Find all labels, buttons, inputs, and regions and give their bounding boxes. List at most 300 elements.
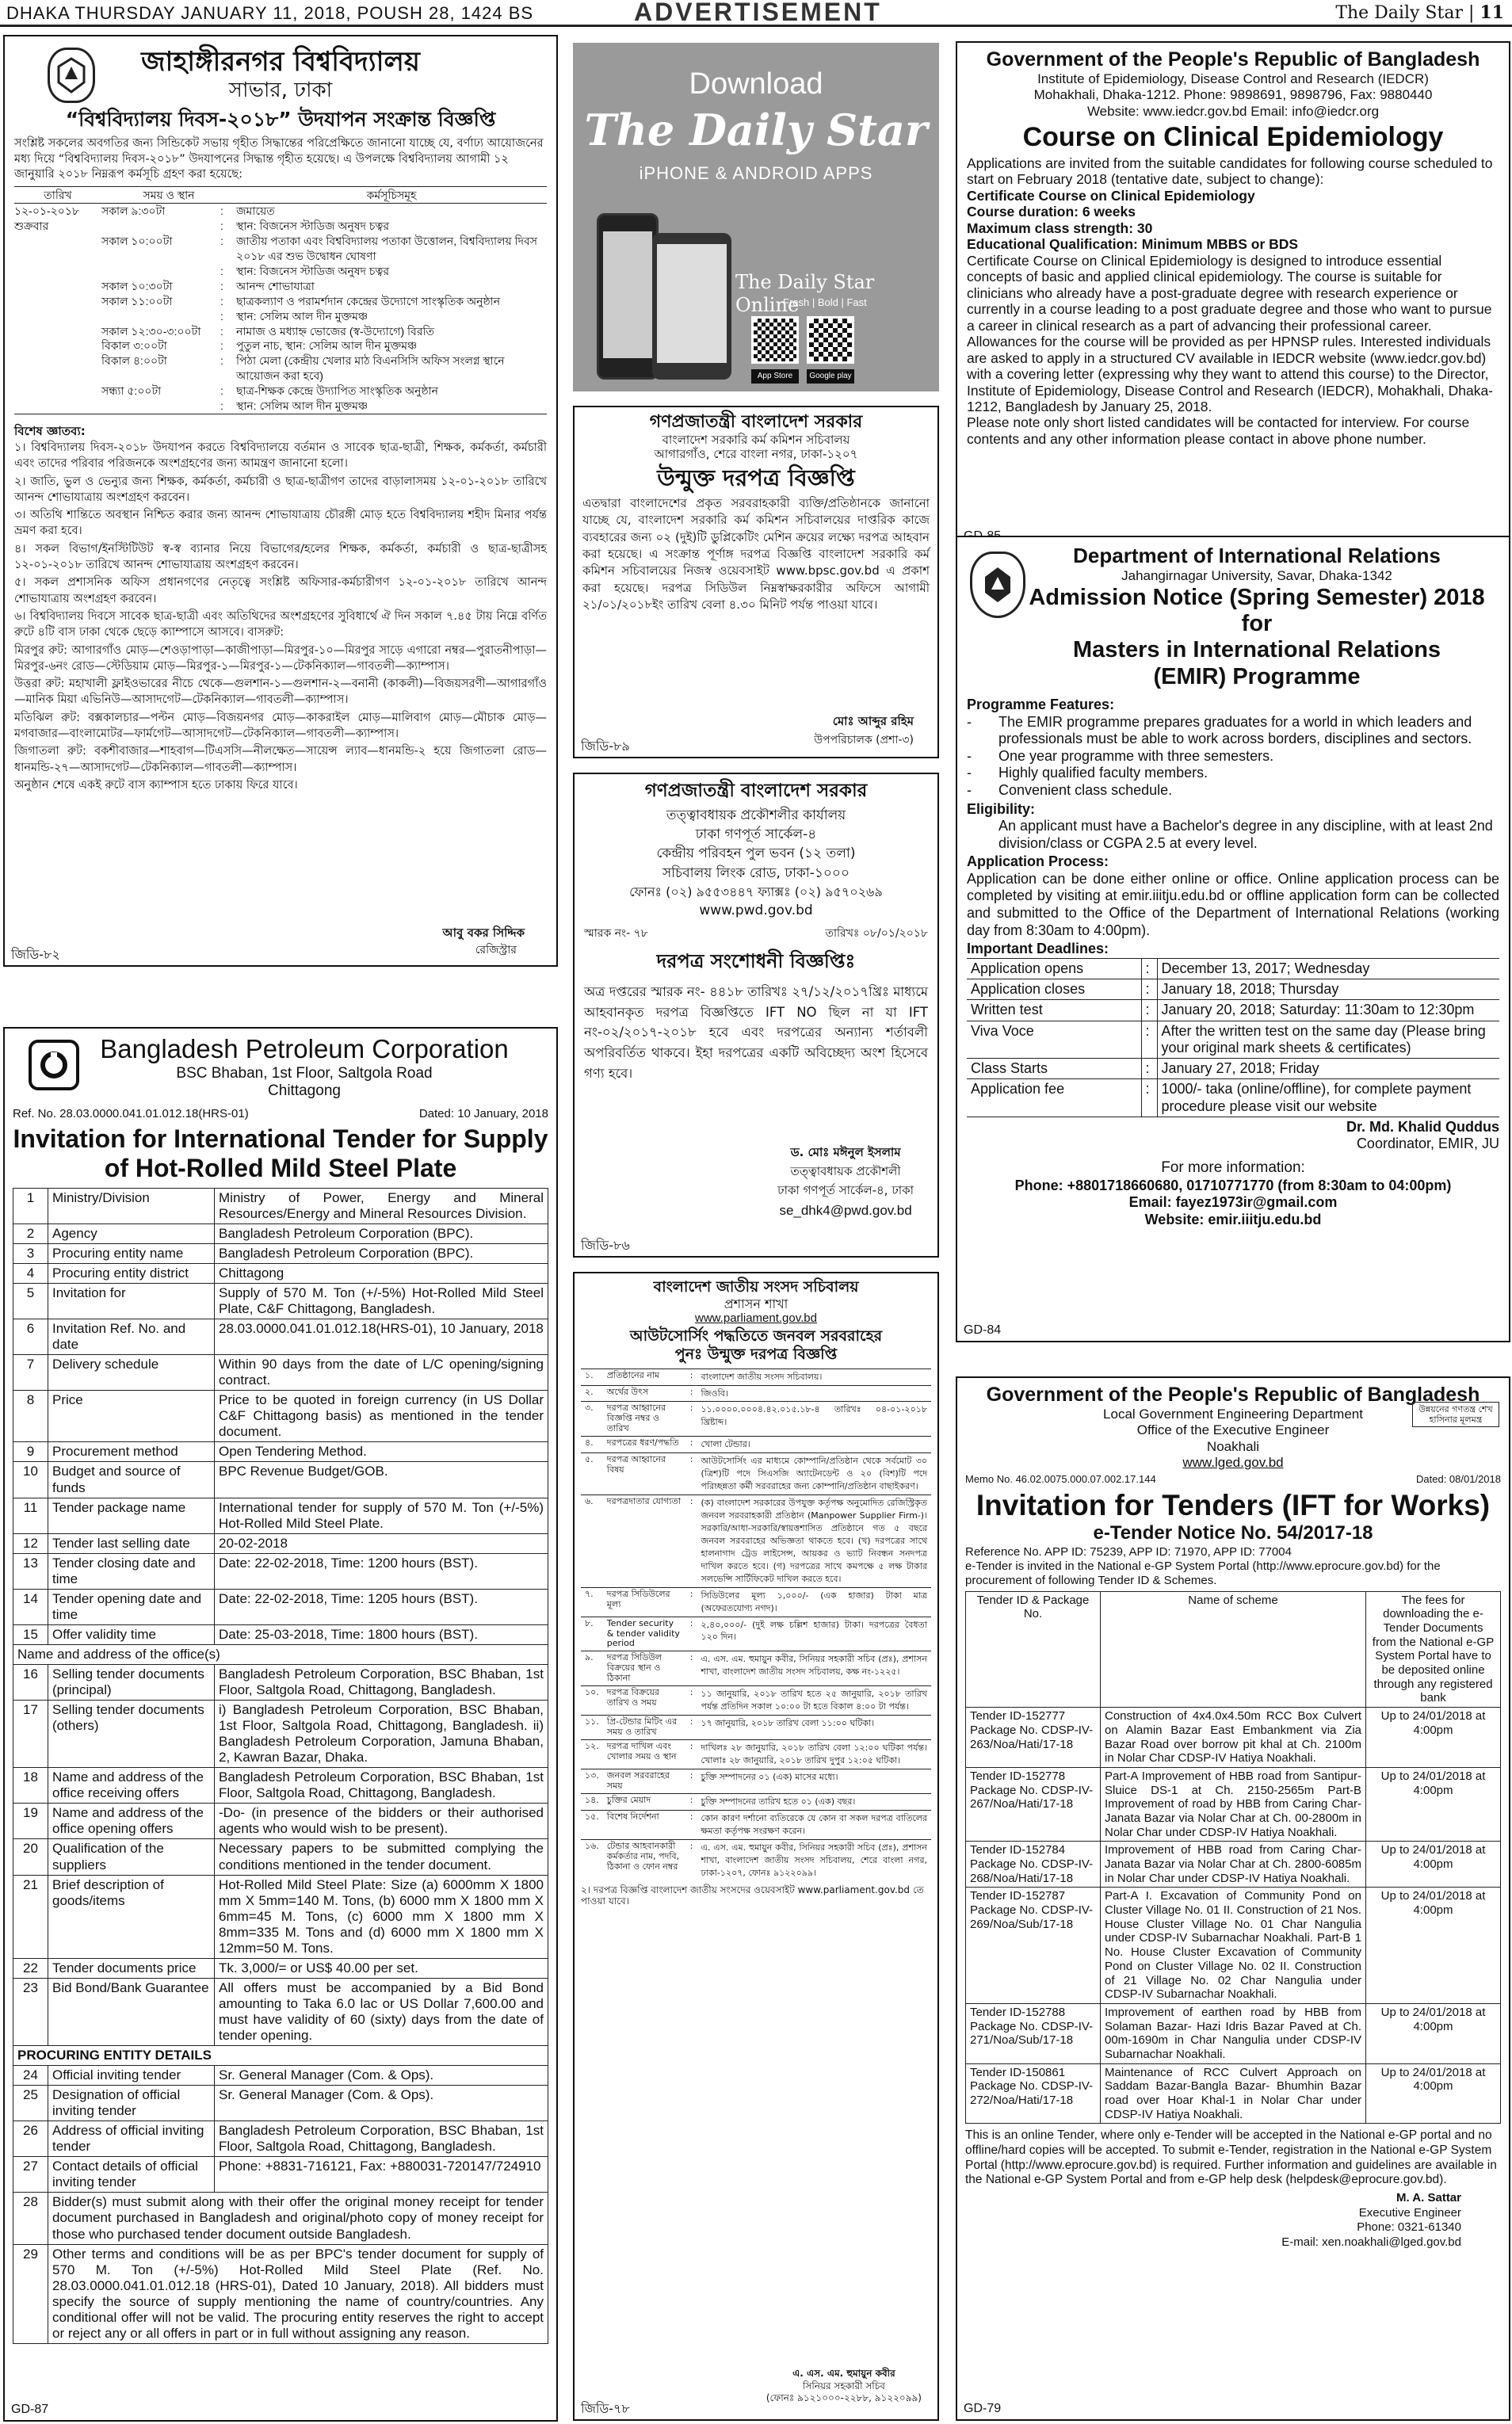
table-row — [581, 1793, 931, 1810]
schedule-item: জমায়েত — [236, 204, 275, 218]
bullet-dash: - — [967, 781, 972, 798]
schedule-colon: : — [220, 219, 223, 233]
parl-row-value: ২,৪০,০০০/- (দুই লক্ষ চল্লিশ হাজার) টাকা। দরপত্রের বৈধতা ১২০ দিন। — [697, 1617, 931, 1651]
schedule-colon: : — [220, 265, 223, 278]
table-row — [13, 1665, 548, 1701]
schedule-header — [14, 187, 547, 204]
parl-headline1: আউটসোর্সিং পদ্ধতিতে জনবল সরবরাহের — [629, 1327, 883, 1345]
lged-gov: Government of the People's Republic of Bangladesh — [986, 1384, 1480, 1406]
table-row — [581, 1810, 931, 1839]
bpsc-signatory: মোঃ আব্দুর রহিম — [832, 714, 914, 728]
parl-row-key: দরপত্রের ধরণ/পদ্ধতি — [603, 1437, 686, 1453]
table-row — [13, 2121, 548, 2157]
university-logo-icon — [970, 552, 1025, 618]
emir-elig-title: Eligibility: — [967, 800, 1036, 817]
bpc-table — [13, 1188, 548, 2344]
bpsc-body: এতদ্বারা বাংলাদেশের প্রকৃত সরবরাহকারী ব্যক্তি/প্রতিষ্ঠানকে জানানো যাচ্ছে যে, বাংলাদেশ সরকারি কর্ম কমিশন সচিবালয়ের দাপ্তরিক কাজে ব্যবহারের জন্য ০২ (দুই)টি ডুপ্লিকেটিং মেশিন ক্রয়ের লক্ষ্যে দরপত্র আহবান করা হয়েছে। এ সংক্রান্ত পূর্ণাঙ্গ দরপত্র বিজ্ঞপ্তি বাংলাদেশ সরকারি কর্ম কমিশন সচিবালয়ের নিজস্ব ওয়েবসাইট www.bpsc.gov.bd এ প্রকাশ করা হয়েছে। দরপত্র সিডিউল নিম্নস্বাক্ষরকারীর অফিসে আগামী ২১/০১/২০১৮ইং তারিখ বেলা ৪.৩০ মিনিট পর্যন্ত পাওয়া যাবে। — [582, 496, 930, 612]
parl-row-key: টেন্ডার আহবানকারী কর্মকর্তার নাম, পদবি, ঠিকানা ও ফোন নম্বর — [603, 1839, 686, 1880]
bpc-row-num: 27 — [13, 2157, 48, 2193]
table-row — [13, 1533, 548, 1553]
bpc-row-key: Invitation Ref. No. and date — [48, 1319, 215, 1355]
bpc-row-key: Invitation for — [48, 1284, 215, 1319]
schedule-col-header: কর্মসূচিসমূহ — [366, 188, 417, 201]
bpc-row-num: 20 — [13, 1839, 48, 1875]
section-title: ADVERTISEMENT — [634, 0, 882, 26]
lged-tender-id: Tender ID-152788 Package No. CDSP-IV-271/Noa/Sub/17-18 — [966, 2003, 1101, 2063]
bpc-row-num: 29 — [13, 2244, 48, 2343]
schedule-time — [101, 309, 220, 324]
bpc-row-value: Open Tendering Method. — [215, 1442, 548, 1462]
schedule-colon: : — [220, 354, 223, 368]
bullet-dash: - — [967, 713, 972, 730]
feature-item — [967, 748, 1499, 765]
lged-loc: Noakhali — [1206, 1438, 1260, 1454]
lged-email[interactable]: E-mail: xen.noakhali@lged.gov.bd — [1281, 2235, 1461, 2250]
table-row — [13, 1188, 548, 1223]
lged-website[interactable]: www.lged.gov.bd — [1182, 1455, 1284, 1471]
schedule-row — [14, 353, 547, 384]
bpc-row-key: Address of official inviting tender — [48, 2121, 215, 2157]
lged-fee: Up to 24/01/2018 at 4:00pm — [1366, 1842, 1501, 1888]
bpc-row-num: 10 — [13, 1462, 48, 1498]
parl-row-key: জনবল সরবরাহের সময় — [603, 1769, 686, 1794]
parl-row-key: প্রতিষ্ঠানের নাম — [603, 1369, 686, 1385]
deadline-colon: : — [1141, 1021, 1157, 1058]
lged-table — [965, 1591, 1501, 2124]
bpc-row-num: 4 — [13, 1263, 48, 1283]
table-row — [13, 2157, 548, 2193]
schedule-row — [14, 264, 547, 279]
parl-row-num: ১. — [581, 1369, 603, 1385]
bpc-row-key: Tender opening date and time — [48, 1589, 215, 1624]
bpc-row-key: Procuring entity name — [48, 1243, 215, 1263]
lged-fee: Up to 24/01/2018 at 4:00pm — [1366, 2003, 1501, 2063]
bpc-tender-ad — [3, 1027, 558, 2422]
ju-location: সাভার, ঢাকা — [228, 78, 333, 102]
table-row — [13, 1498, 548, 1533]
emir-signatory: Dr. Md. Khalid Quddus — [1346, 1118, 1499, 1135]
pwd-signatory: ড. মোঃ মঈনুল ইসলাম — [790, 1145, 901, 1159]
bpsc-code: জিডি-৮৯ — [581, 738, 630, 754]
schedule-item: স্থান: বিজনেস স্টাডিজ অনুষদ চত্বর — [236, 219, 390, 233]
bpc-row-value: 28.03.0000.041.01.012.18(HRS-01), 10 January, 2018 — [215, 1319, 548, 1355]
schedule-row — [14, 309, 547, 324]
schedule-date — [14, 264, 101, 279]
schedule-colon: : — [220, 279, 223, 292]
table-row — [581, 1453, 931, 1495]
pwd-l5: ফোনঃ (০২) ৯৫৫৩৪৪৭ ফ্যাক্সঃ (০২) ৯৫৭০২৬৯ — [629, 884, 883, 900]
table-row — [13, 2193, 548, 2244]
bpc-row-num: 9 — [13, 1442, 48, 1462]
lged-fee: Up to 24/01/2018 at 4:00pm — [1366, 2063, 1501, 2124]
bpc-row-key: Price — [48, 1391, 215, 1442]
table-row — [13, 1644, 548, 1664]
bpc-row-key: Official inviting tender — [48, 2066, 215, 2086]
schedule-row — [14, 324, 547, 339]
emir-website[interactable]: Website: emir.iiitju.edu.bd — [1144, 1211, 1322, 1227]
parl-row-value: চুক্তি সম্পাদনের ০১ (এক) মাসের মধ্যে। — [697, 1769, 931, 1794]
feature-text: Convenient class schedule. — [998, 781, 1173, 798]
parl-row-colon: : — [686, 1793, 697, 1810]
table-row — [13, 1553, 548, 1589]
lged-code: GD-79 — [964, 2401, 1002, 2415]
bpc-row-num: 23 — [13, 1978, 48, 2045]
ju-signatory-title: রেজিস্ট্রার — [475, 944, 517, 957]
bpc-row-value: i) Bangladesh Petroleum Corporation, BSC Bhaban, 1st Floor, Saltgola Road, Chittagong, Bangladesh. ii) Bangladesh Petroleum Corporation, Jamuna Bhaban, 2, Kawran Bazar, Dhaka. — [215, 1701, 548, 1768]
parl-row-colon: : — [686, 1686, 697, 1716]
parl-row-value: জিওবি। — [697, 1385, 931, 1402]
iedcr-addr: Mohakhali, Dhaka-1212. Phone: 9898691, 9898796, Fax: 9880440 — [1033, 87, 1433, 103]
bpc-row-value: Within 90 days from the date of L/C opening/signing contract. — [215, 1355, 548, 1391]
bpc-row-value: Date: 25-03-2018, Time: 1800 hours (BST). — [215, 1624, 548, 1644]
parl-row-num: ১০. — [581, 1686, 603, 1716]
emir-h4: (EMIR) Programme — [1153, 663, 1361, 689]
iedcr-gov: Government of the People's Republic of Bangladesh — [986, 48, 1480, 71]
bpc-row-value: Phone: +8831-716121, Fax: +880031-720147/724910 — [215, 2157, 548, 2193]
parl-row-key: দরপত্র সিডিউলের মূল্য — [603, 1587, 686, 1617]
bpc-row-num: 26 — [13, 2121, 48, 2157]
bpc-dated: Dated: 10 January, 2018 — [418, 1107, 548, 1121]
schedule-date — [14, 338, 101, 353]
schedule-row — [14, 384, 547, 399]
bpc-row-value: Chittagong — [215, 1263, 548, 1283]
pwd-signatory-title: তত্ত্বাবধায়ক প্রকৌশলী — [790, 1164, 901, 1178]
bpsc-sub1: বাংলাদেশ সরকারি কর্ম কমিশন সচিবালয় — [662, 433, 850, 448]
bpc-row-num: 15 — [13, 1624, 48, 1644]
table-header-row — [966, 1591, 1501, 1708]
pwd-email[interactable]: se_dhk4@pwd.gov.bd — [779, 1203, 912, 1218]
bpc-row-key: Bid Bond/Bank Guarantee — [48, 1978, 215, 2045]
parl-signatory: এ. এস. এম. হুমায়ুন কবীর — [792, 2368, 895, 2380]
pwd-memo: স্মারক নং- ৭৮ — [584, 926, 648, 940]
emir-proc: Application can be done either online or office. Online application process can be completed by visiting at emir.iiitju.edu.bd or offline application form can be collected and submitted to the Office of the Department of International Relations (working day from 8:30am to 4:00pm). — [967, 870, 1499, 938]
bpc-row-value: Hot-Rolled Mild Steel Plate: Size (a) 6000mm X 1800 mm X 5mm=140 M. Tons, (b) 6000 mm X 1800 mm X 6mm=45 M. Tons, (c) 6000 mm X 1800 mm X 8mm=335 M. Tons and (d) 6000 mm X 1800 mm X 12mm=50 M. Tons. — [215, 1875, 548, 1958]
table-row — [581, 1587, 931, 1617]
schedule-date — [14, 279, 101, 294]
bpc-row-value: 20-02-2018 — [215, 1533, 548, 1553]
parl-row-value: ১১.০০০০.০০০৪.৪২.০১৫.১৮-৪ তারিখঃ ০৪-০১-২০১৮ খ্রিষ্টাব্দ। — [697, 1402, 931, 1437]
bpc-row-key: Procurement method — [48, 1442, 215, 1462]
parl-row-key: দরপত্র বিক্রয়ের তারিখ ও সময় — [603, 1686, 686, 1716]
feature-text: The EMIR programme prepares graduates for a world in which leaders and professionals must be able to work across borders, disciplines and sectors. — [998, 713, 1472, 747]
schedule-colon: : — [220, 384, 223, 398]
parl-row-num: ১৪. — [581, 1793, 603, 1810]
table-row — [13, 1462, 548, 1498]
feature-item — [967, 714, 1499, 748]
bpc-row-key: Tender closing date and time — [48, 1553, 215, 1589]
bpc-row-value: Bangladesh Petroleum Corporation, BSC Bhaban, 1st Floor, Saltgola Road, Chittagong, Bangladesh. — [215, 1665, 548, 1701]
parl-row-value: (ক) বাংলাদেশ সরকারের উপযুক্ত কর্তৃপক্ষ অনুমোদিত রেজিস্ট্রিকৃত জনবল সরবরাহকারী প্রতিষ্ঠান (Manpower Supplier Firm-)। সরকারি/আধা-সরকারি/স্বায়ত্তশাসিত প্রতিষ্ঠানে গত ৫ বছরে জনবল সরবরাহের অভিজ্ঞতা থাকতে হবে। (খ) দরপত্রের সাথে হালনাগাদ ট্রেড লাইসেন্স, আয়কর ও ভ্যাট নিবন্ধন সনদপত্র দাখিল করতে হবে। (গ) দরপত্রের সাথে কমপক্ষে ৫ লক্ষ টাকার সলভেন্সি সার্টিফিকেট দাখিল করতে হবে। — [697, 1495, 931, 1588]
parl-row-value: দাখিলঃ ২৮ জানুয়ারি, ২০১৮ তারিখ বেলা ১২:০০ ঘটিকা পর্যন্ত। খোলাঃ ২৮ জানুয়ারি, ২০১৮ তারিখ দুপুর ১২:০৫ ঘটিকা। — [697, 1740, 931, 1769]
parl-row-colon: : — [686, 1651, 697, 1686]
lged-tender-id: Tender ID-152787 Package No. CDSP-IV-269/Noa/Sub/17-18 — [966, 1888, 1101, 2004]
bpc-row-value: Date: 22-02-2018, Time: 1205 hours (BST). — [215, 1589, 548, 1624]
table-row — [13, 1223, 548, 1243]
bpc-row-key: Ministry/Division — [48, 1188, 215, 1223]
table-row — [581, 1437, 931, 1453]
schedule-colon: : — [220, 324, 223, 338]
qr-code-icon[interactable] — [751, 316, 799, 364]
bpc-row-value: Ministry of Power, Energy and Mineral Resources/Energy and Mineral Resources Division. — [215, 1188, 548, 1223]
table-row — [581, 1495, 931, 1588]
phone-mockup-icon — [597, 213, 659, 380]
bpsc-headline: উন্মুক্ত দরপত্র বিজ্ঞপ্তি — [657, 464, 855, 492]
lged-fee: Up to 24/01/2018 at 4:00pm — [1366, 1708, 1501, 1768]
schedule-date — [14, 309, 101, 324]
bpc-row-value: Sr. General Manager (Com. & Ops). — [215, 2066, 548, 2086]
feature-item — [967, 765, 1499, 782]
promo-download: Download — [689, 67, 823, 101]
app-store-button[interactable]: App Store — [751, 369, 799, 384]
lged-tender-ad — [956, 1376, 1510, 2421]
parl-row-colon: : — [686, 1385, 697, 1402]
emir-h2: for — [1241, 610, 1273, 636]
bpc-row-value: All offers must be accompanied by a Bid Bond amounting to Taka 6.0 lac or US Dollar 7,600.00 and must have validity of 60 (sixty) days from the date of tender opening. — [215, 1978, 548, 2045]
schedule-date — [14, 399, 101, 414]
lged-intro: e-Tender is invited in the National e-GP System Portal (http://www.eprocure.gov.bd) for the procurement of following Tender ID & Schemes. — [965, 1559, 1441, 1587]
schedule-date — [14, 384, 101, 399]
schedule-col-header: সময় ও স্থান — [143, 188, 195, 201]
lged-subhead: e-Tender Notice No. 54/2017-18 — [1093, 1521, 1373, 1544]
note-item: ১। বিশ্ববিদ্যালয় দিবস-২০১৮ উদযাপন করতে বিশ্ববিদ্যালয়ে বর্তমান ও সাবেক ছাত্র-ছাত্রী, শিক্ষক, কর্মকর্তা, কর্মচারী এবং তাদের পরিবার পরিজনকে অংশগ্রহণের জন্য আমন্ত্রণ জানানো হলো। — [14, 441, 547, 471]
lged-dept: Local Government Engineering Department — [1103, 1407, 1363, 1422]
bpc-row-num: 8 — [13, 1391, 48, 1442]
iedcr-headline: Course on Clinical Epidemiology — [1022, 122, 1444, 153]
table-row — [966, 1767, 1501, 1841]
parl-row-colon: : — [686, 1740, 697, 1769]
deadline-colon: : — [1141, 1000, 1157, 1021]
emir-admission-ad — [956, 536, 1510, 1342]
note-item: ৫। সকল প্রশাসনিক অফিস প্রধানগণের নেতৃত্বে সংশ্লিষ্ট অফিসার-কর্মচারীগণ ১২-০১-২০১৮ তারিখে আনন্দ শোভাযাত্রায় অংশগ্রহণ করবেন। — [14, 576, 547, 605]
note-item: ২। জাতি, ভুল ও ভেন্যুর জন্য শিক্ষক, কর্মকর্তা, কর্মচারী ও ছাত্র-ছাত্রীগণ তাদের বাড়ালাসময় ১২-০১-২০১৮ তারিখে আনন্দ শোভাযাত্রায় অংশগ্রহণ করবেন। — [14, 475, 547, 504]
table-row — [13, 1263, 548, 1283]
ju-title: জাহাঙ্গীরনগর বিশ্ববিদ্যালয় — [141, 46, 420, 78]
parl-row-key: দরপত্রদাতার যোগ্যতা — [603, 1495, 686, 1588]
pwd-website: www.pwd.gov.bd — [699, 903, 813, 919]
table-row — [13, 1875, 548, 1958]
parl-row-colon: : — [686, 1810, 697, 1839]
parl-table — [581, 1369, 931, 1881]
emir-dates-table — [967, 958, 1499, 1117]
promo-tagline: Fresh | Bold | Fast — [783, 296, 867, 308]
parl-row-num: ১৫. — [581, 1810, 603, 1839]
pwd-l3: কেন্দ্রীয় পরিবহন পুল ভবন (১২ তলা) — [656, 846, 856, 862]
deadline-colon: : — [1141, 958, 1157, 979]
parl-row-num: ১৬. — [581, 1839, 603, 1880]
bpc-headline: Invitation for International Tender for Supply of Hot-Rolled Mild Steel Plate — [13, 1124, 548, 1182]
table-row — [13, 1442, 548, 1462]
bpc-row-key: Budget and source of funds — [48, 1462, 215, 1498]
schedule-time: সকাল ১০:৩০টা — [101, 279, 173, 292]
lged-scheme: Construction of 4x4.0x4.50m RCC Box Culvert on Alamin Bazar East Embankment via Zia Bazar Road over borrow pit khal at Ch. 2100m in Nolar Char CDSP-IV Hatiya Noakhali. — [1101, 1708, 1366, 1768]
promo-online: The Daily Star Online — [735, 271, 875, 316]
emir-signatory-title: Coordinator, EMIR, JU — [1356, 1136, 1499, 1152]
lged-fee: Up to 24/01/2018 at 4:00pm — [1366, 1888, 1501, 2004]
ju-schedule — [14, 186, 547, 414]
schedule-time: সন্ধ্যা ৫:০০টা — [101, 384, 162, 398]
note-item: উত্তরা রুট: মহাখালী ফ্লাইওভারের নীচে থেকে—গুলশান-১—গুলশান-২—বনানী (কাকলী)—বিজয়সরণী—আগারগাঁও—মানিক মিয়া এভিনিউ—আসাদগেট—টেকনিক্যাল—গাবতলী—ক্যাম্পাস। — [14, 678, 547, 707]
note-item: অনুষ্ঠান শেষে একই রুটে বাস ক্যাম্পাস হতে ঢাকায় ফিরে যাবে। — [14, 778, 298, 792]
bpc-row-num: 2 — [13, 1223, 48, 1243]
bpc-row-value: Bangladesh Petroleum Corporation (BPC). — [215, 1243, 548, 1263]
table-row — [581, 1716, 931, 1740]
iedcr-p4: Please note only short listed candidates will be contacted for interview. For course contents and any other information please contact in above phone number. — [967, 414, 1470, 447]
lged-tender-id: Tender ID-152777 Package No. CDSP-IV-263/Noa/Hati/17-18 — [966, 1708, 1101, 1768]
parl-row-value: ১৭ জানুয়ারি, ২০১৮ তারিখ বেলা ১১:০০ ঘটিকা। — [697, 1716, 931, 1740]
schedule-item: আনন্দ শোভাযাত্রা — [236, 279, 315, 292]
schedule-colon: : — [220, 339, 223, 353]
parl-row-colon: : — [686, 1402, 697, 1437]
emir-elig: An applicant must have a Bachelor's degree in any discipline, with at least 2nd division/class or CGPA 2.5 at every level. — [998, 818, 1493, 851]
table-row — [13, 1589, 548, 1624]
promo-apps: iPHONE & ANDROID APPS — [639, 163, 873, 184]
lged-fee: Up to 24/01/2018 at 4:00pm — [1366, 1767, 1501, 1841]
parl-row-num: ৬. — [581, 1495, 603, 1588]
emir-phone: Phone: +8801718660680, 01710771770 (from 8:30am to 04:00pm) — [1014, 1177, 1452, 1193]
parl-row-num: ১৩. — [581, 1769, 603, 1794]
lged-col1: Tender ID & Package No. — [966, 1591, 1101, 1708]
bpc-row-num: 18 — [13, 1768, 48, 1804]
emir-proc-title: Application Process: — [967, 853, 1109, 870]
table-row — [581, 1369, 931, 1385]
bpc-row-key: Offer validity time — [48, 1624, 215, 1644]
bpc-row-value: International tender for supply of 570 M. Ton (+/-5%) Hot-Rolled Mild Steel Plate. — [215, 1498, 548, 1533]
bpc-row-value: Price to be quoted in foreign currency (in US Dollar C&F Chittagong basis) as mentioned in the tender document. — [215, 1391, 548, 1442]
deadline-colon: : — [1141, 979, 1157, 1000]
schedule-item: পুতুল নাচ, স্থান: সেলিম আল দীন মুক্তমঞ্চ — [236, 339, 418, 353]
feature-text: Highly qualified faculty members. — [998, 765, 1208, 781]
bpc-section-heading: Name and address of the office(s) — [13, 1644, 548, 1664]
table-row — [581, 1385, 931, 1402]
deadline-value: 1000/- taka (online/offline), for complete payment procedure please visit our website — [1157, 1079, 1499, 1117]
table-row — [13, 1355, 548, 1391]
bpc-row-num: 6 — [13, 1319, 48, 1355]
ju-signatory: আবু বকর সিদ্দিক — [442, 926, 525, 940]
bpc-row-value: Necessary papers to be submitted complying the conditions mentioned in the tender document. — [215, 1839, 548, 1875]
lged-signatory: M. A. Sattar — [1396, 2190, 1461, 2205]
schedule-colon: : — [220, 309, 223, 323]
bpc-section-heading: PROCURING ENTITY DETAILS — [13, 2046, 548, 2066]
pwd-title: গণপ্রজাতন্ত্রী বাংলাদেশ সরকার — [644, 781, 868, 801]
dateline: DHAKA THURSDAY JANUARY 11, 2018, POUSH 28, 1424 BS — [6, 3, 534, 23]
note-item: ৩। অতিথি শান্তিতে অবস্থান নিশ্চিত করার জন্য আনন্দ শোভাযাত্রায় চৌরঙ্গী মোড় হতে বিশ্ববিদ্যালয় শহীদ মিনার পর্যন্ত ভ্রমণ করা হবে। — [14, 509, 547, 538]
lged-note: This is an online Tender, where only e-Tender will be accepted in the National e-GP portal and no offline/hard copies will be accepted. To submit e-Tender, registration in the National e-GP System Portal (http://www.eprocure.gov.bd) is required. Further information and guidelines are available in the National e-GP System Portal and from e-GP help desk (helpdesk@eprocure.gov.bd). — [965, 2128, 1497, 2187]
bpc-row-num: 24 — [13, 2066, 48, 2086]
ju-code: জিডি-৮২ — [11, 946, 60, 962]
emir-h1: Admission Notice (Spring Semester) 2018 — [1029, 584, 1485, 610]
parl-code: জিডি-৭৮ — [581, 2400, 630, 2416]
iedcr-b2: Course duration: 6 weeks — [967, 204, 1136, 220]
table-row — [581, 1402, 931, 1437]
bpc-row-key: Name and address of the office receiving offers — [48, 1768, 215, 1804]
note-item: মতিঝিল রুট: বক্সকালচার—পল্টন মোড়—বিজয়নগর মোড়—কাকরাইল মোড়—মালিবাগ মোড়—মৌচাক মোড়—মগবাজার—বাংলামোটর—ফার্মগেট—আসাদগেট—টেকনিক্যাল—গাবতলী—ক্যাম্পাস। — [14, 711, 547, 740]
qr-code-icon[interactable] — [807, 316, 854, 364]
emir-email[interactable]: Email: fayez1973ir@gmail.com — [1128, 1194, 1338, 1211]
bpc-row-key: Procuring entity district — [48, 1263, 215, 1283]
parl-row-colon: : — [686, 1716, 697, 1740]
parl-row-key: দরপত্র আহ্বানের বিষয় — [603, 1453, 686, 1495]
deadline-label: Application opens — [967, 958, 1141, 979]
bpc-ref: Ref. No. 28.03.0000.041.01.012.18(HRS-01) — [13, 1107, 249, 1121]
parl-row-colon: : — [686, 1495, 697, 1588]
page-number: 11 — [1480, 2, 1504, 23]
lged-scheme: Part-A Improvement of HBB road from Santipur-Sluice DS-1 at Ch. 2150-2565m Part-B Improvement of road by HBB from Caring Char-Janata Bazar via Nolar Char at Ch. 00-2800m in Nolar Char under CDSP-IV Hatiya Noakhali. — [1101, 1767, 1366, 1841]
bpc-row-num: 13 — [13, 1553, 48, 1589]
emir-h3: Masters in International Relations — [1072, 637, 1441, 663]
masthead: The Daily Star | 11 — [1335, 2, 1504, 23]
ju-headline: “বিশ্ববিদ্যালয় দিবস-২০১৮” উদযাপন সংক্রান্ত বিজ্ঞপ্তি — [65, 107, 496, 131]
bpc-row-key: Brief description of goods/items — [48, 1875, 215, 1958]
schedule-item: স্থান: সেলিম আল দীন মুক্তমঞ্চ — [236, 309, 368, 323]
bpc-row-num: 21 — [13, 1875, 48, 1958]
table-row — [13, 1958, 548, 1978]
table-row — [581, 1839, 931, 1880]
bpc-addr2: Chittagong — [268, 1082, 341, 1100]
schedule-time: বিকাল ৪:০০টা — [101, 354, 167, 368]
schedule-date — [14, 353, 101, 384]
table-row — [967, 979, 1499, 1000]
parl-row-num: ৮. — [581, 1617, 603, 1651]
pwd-body: অত্র দপ্তরের স্মারক নং- ৪৪১৮ তারিখঃ ২৭/১২/২০১৭খ্রিঃ মাধ্যমে আহবানকৃত দরপত্র বিজ্ঞপ্তিতে IFT NO ছিল না যা IFT নং-০২/২০১৭-২০১৮ হবে এবং দরপত্রের অন্যান্য শর্তাবলী অপরিবর্তিত থাকবে। ইহা দরপত্রের একটি অবিচ্ছেদ্য অংশ হিসেবে গণ্য হবে। — [584, 984, 928, 1081]
parl-row-colon: : — [686, 1617, 697, 1651]
lged-date: Dated: 08/01/2018 — [1416, 1472, 1501, 1485]
table-row — [13, 1624, 548, 1644]
bpc-row-value: Date: 22-02-2018, Time: 1200 hours (BST). — [215, 1553, 548, 1589]
parl-headline2: পুনঃ উন্মুক্ত দরপত্র বিজ্ঞপ্তি — [674, 1345, 838, 1363]
emir-dept: Department of International Relations — [1073, 544, 1441, 567]
bpc-row-key: Selling tender documents (others) — [48, 1701, 215, 1768]
note-item: ৬। বিশ্ববিদ্যালয় দিবসে সাবেক ছাত্র-ছাত্রী এবং অতিথিদের অংশগ্রহণের সুবিধার্থে ঐ দিন সকাল ৭.৪৫ টায় নিম্নে বর্ণিত রুটে ৪টি বাস ঢাকা থেকে ছেড়ে ক্যাম্পাসে আসবে। বাসরুট: — [14, 609, 547, 639]
bpc-row-num: 17 — [13, 1701, 48, 1768]
table-row — [967, 1000, 1499, 1021]
table-row — [13, 2086, 548, 2121]
lged-scheme: Improvement of earthen road by HBB from Solaman Bazar- Hazi Idris Bazar Paved at Ch. 00m-1690m in Char Nangulia under CDSP-IV Subarnachar Noakhali. — [1101, 2003, 1366, 2063]
parl-row-num: ৪. — [581, 1437, 603, 1453]
pwd-date: তারিখঃ ০৮/০১/২০১৮ — [825, 926, 928, 940]
emir-features-title: Programme Features: — [967, 696, 1115, 712]
emir-features — [967, 714, 1499, 800]
pwd-corrigendum-ad — [573, 773, 939, 1258]
bpsc-title: গণপ্রজাতন্ত্রী বাংলাদেশ সরকার — [649, 412, 863, 432]
pwd-l1: তত্ত্বাবধায়ক প্রকৌশলীর কার্যালয় — [666, 807, 846, 823]
pwd-l4: সচিবালয় লিংক রোড, ঢাকা-১০০০ — [662, 865, 850, 881]
lged-signatory-title: Executive Engineer — [1358, 2205, 1461, 2220]
schedule-date — [14, 234, 101, 264]
deadline-value: January 18, 2018; Thursday — [1157, 979, 1499, 1000]
table-row — [13, 1839, 548, 1875]
parl-website[interactable]: www.parliament.gov.bd — [695, 1311, 817, 1325]
bpc-row-value: Tk. 3,000/= or US$ 40.00 per set. — [215, 1958, 548, 1978]
daily-star-app-promo — [573, 43, 939, 391]
emir-dates-title: Important Deadlines: — [967, 941, 1109, 957]
parl-signatory-title: সিনিয়র সহকারী সচিব — [802, 2380, 885, 2392]
table-row — [967, 958, 1499, 979]
parl-row-key: দরপত্র আহ্বানের বিজ্ঞপ্তি নম্বর ও তারিখ — [603, 1402, 686, 1437]
schedule-row — [14, 338, 547, 353]
table-row — [967, 1079, 1499, 1117]
ju-notes-title: বিশেষ জ্ঞাতব্য: — [14, 423, 86, 438]
schedule-item: স্থান: বিজনেস স্টাডিজ অনুষদ চত্বর — [236, 265, 390, 278]
parl-title: বাংলাদেশ জাতীয় সংসদ সচিবালয় — [653, 1278, 859, 1296]
emir-code: GD-84 — [964, 1323, 1002, 1337]
bpc-row-key: Selling tender documents (principal) — [48, 1665, 215, 1701]
iedcr-b4: Educational Qualification: Minimum MBBS or BDS — [967, 236, 1299, 253]
note-item: জিগাতলা রুট: বকশীবাজার—শাহবাগ—টিএসসি—নীলক্ষেত—সায়েন্স ল্যাব—ধানমন্ডি-২ হয়ে জিগাতলা রোড—ধানমন্ডি-২৭—আসাদগেট—টেকনিক্যাল—গাবতলী—ক্যাম্পাস। — [14, 745, 547, 774]
schedule-time — [101, 264, 220, 279]
bpc-row-value: Bangladesh Petroleum Corporation, BSC Bhaban, 1st Floor, Saltgola Road, Chittagong, Bangladesh. — [215, 2121, 548, 2157]
google-play-button[interactable]: Google play — [807, 369, 854, 384]
deadline-value: December 13, 2017; Wednesday — [1157, 958, 1499, 979]
